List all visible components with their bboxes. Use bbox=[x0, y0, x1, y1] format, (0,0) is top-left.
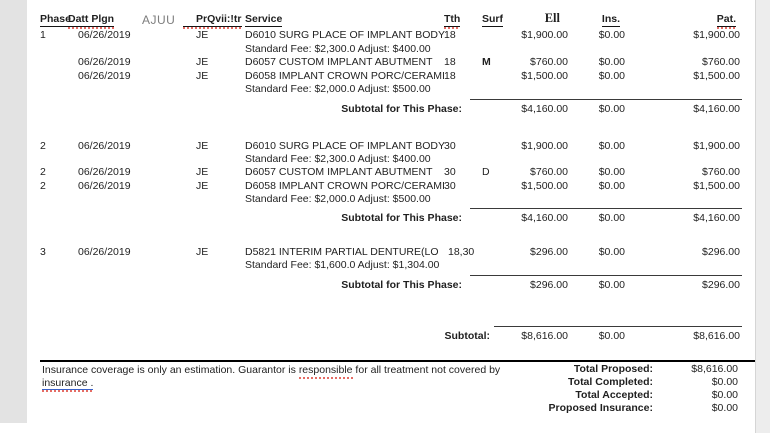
phase-subtotal-rule bbox=[470, 275, 742, 276]
service-cell: D6057 CUSTOM IMPLANT ABUTMENT bbox=[245, 166, 433, 178]
insurance-cell: $0.00 bbox=[598, 180, 625, 192]
standard-fee-note: Standard Fee: $2,300.0 Adjust: $400.00 bbox=[245, 153, 431, 165]
procedure-row[interactable] bbox=[0, 29, 755, 42]
fee-cell: $760.00 bbox=[530, 56, 568, 68]
phase-subtotal-rule bbox=[470, 208, 742, 209]
provider-cell: JE bbox=[196, 70, 209, 82]
insurance-cell: $0.00 bbox=[598, 166, 625, 178]
column-header-provider: PrQvii:!tr bbox=[183, 13, 242, 27]
service-cell: D6058 IMPLANT CROWN PORC/CERAMI bbox=[245, 70, 445, 82]
insurance-cell: $0.00 bbox=[598, 140, 625, 152]
service-cell: D6010 SURG PLACE OF IMPLANT BODY bbox=[245, 140, 445, 152]
tooth-cell: 18 bbox=[444, 29, 456, 41]
misspelled-word: responsible bbox=[298, 364, 353, 376]
patient-cell: $296.00 bbox=[702, 246, 740, 258]
total-completed-value: $0.00 bbox=[711, 376, 738, 388]
right-gutter bbox=[755, 0, 770, 433]
provider-cell: JE bbox=[196, 166, 209, 178]
insurance-cell: $0.00 bbox=[598, 56, 625, 68]
total-accepted-label: Total Accepted: bbox=[575, 389, 653, 401]
tooth-cell: 18 bbox=[444, 56, 456, 68]
provider-cell: JE bbox=[196, 140, 209, 152]
table-header-row bbox=[0, 13, 755, 26]
disclaimer-line-1: Insurance coverage is only an estimation. Guarantor is responsible for all treatment not covered by bbox=[42, 364, 501, 376]
date-cell: 06/26/2019 bbox=[78, 246, 131, 258]
grand-subtotal-row bbox=[0, 330, 755, 343]
patient-cell: $1,900.00 bbox=[693, 140, 740, 152]
total-accepted-value: $0.00 bbox=[711, 389, 738, 401]
fee-cell: $1,900.00 bbox=[521, 29, 568, 41]
date-cell: 06/26/2019 bbox=[78, 56, 131, 68]
phase-cell: 1 bbox=[40, 29, 46, 41]
surface-cell: D bbox=[482, 166, 490, 178]
patient-subtotal: $4,160.00 bbox=[693, 103, 740, 115]
tooth-cell: 18 bbox=[444, 70, 456, 82]
phase-subtotal-row bbox=[0, 103, 755, 116]
fee-subtotal: $296.00 bbox=[530, 279, 568, 291]
phase-subtotal-row bbox=[0, 212, 755, 225]
insurance-link[interactable]: insurance . bbox=[42, 377, 94, 389]
total-proposed-label: Total Proposed: bbox=[573, 363, 653, 375]
surface-cell: M bbox=[482, 56, 491, 68]
total-row bbox=[0, 402, 755, 415]
fee-grand-subtotal: $8,616.00 bbox=[521, 330, 568, 342]
procedure-row[interactable] bbox=[0, 246, 755, 259]
footer-rule bbox=[40, 360, 755, 362]
patient-cell: $1,500.00 bbox=[693, 70, 740, 82]
column-header-extra: AJUU bbox=[142, 13, 176, 27]
procedure-row[interactable] bbox=[0, 166, 755, 179]
patient-cell: $760.00 bbox=[702, 56, 740, 68]
total-row bbox=[0, 376, 755, 389]
standard-fee-note: Standard Fee: $2,000.0 Adjust: $500.00 bbox=[245, 193, 431, 205]
date-cell: 06/26/2019 bbox=[78, 166, 131, 178]
standard-fee-note: Standard Fee: $2,300.0 Adjust: $400.00 bbox=[245, 43, 431, 55]
phase-subtotal-row bbox=[0, 279, 755, 292]
insurance-cell: $0.00 bbox=[598, 70, 625, 82]
insurance-subtotal: $0.00 bbox=[598, 212, 625, 224]
fee-cell: $1,500.00 bbox=[521, 70, 568, 82]
column-header-patient: Pat. bbox=[716, 13, 736, 25]
tooth-cell: 30 bbox=[444, 140, 456, 152]
provider-cell: JE bbox=[196, 56, 209, 68]
phase-cell: 3 bbox=[40, 246, 46, 258]
phase-cell: 2 bbox=[40, 140, 46, 152]
column-header-date: Datt Plgn bbox=[68, 13, 115, 25]
fee-cell: $1,900.00 bbox=[521, 140, 568, 152]
insurance-subtotal: $0.00 bbox=[598, 103, 625, 115]
provider-cell: JE bbox=[196, 29, 209, 41]
total-row bbox=[0, 389, 755, 402]
insurance-subtotal: $0.00 bbox=[598, 279, 625, 291]
date-cell: 06/26/2019 bbox=[78, 180, 131, 192]
column-header-phase: Phase bbox=[40, 13, 71, 25]
service-cell: D5821 INTERIM PARTIAL DENTURE(LO bbox=[245, 246, 439, 258]
phase-cell: 2 bbox=[40, 166, 46, 178]
proposed-insurance-label: Proposed Insurance: bbox=[548, 402, 653, 414]
insurance-cell: $0.00 bbox=[598, 246, 625, 258]
date-cell: 06/26/2019 bbox=[78, 70, 131, 82]
grand-subtotal-rule bbox=[494, 326, 742, 327]
insurance-grand-subtotal: $0.00 bbox=[598, 330, 625, 342]
column-header-service: Service bbox=[245, 13, 283, 25]
total-completed-label: Total Completed: bbox=[568, 376, 653, 388]
provider-cell: JE bbox=[196, 246, 209, 258]
procedure-row[interactable] bbox=[0, 180, 755, 193]
proposed-insurance-value: $0.00 bbox=[711, 402, 738, 414]
fee-cell: $760.00 bbox=[530, 166, 568, 178]
fee-cell: $1,500.00 bbox=[521, 180, 568, 192]
tooth-cell: 18,30 bbox=[448, 246, 475, 258]
patient-cell: $1,900.00 bbox=[693, 29, 740, 41]
total-row bbox=[0, 363, 755, 376]
fee-cell: $296.00 bbox=[530, 246, 568, 258]
patient-cell: $1,500.00 bbox=[693, 180, 740, 192]
phase-subtotal-rule bbox=[470, 99, 742, 100]
procedure-row[interactable] bbox=[0, 70, 755, 83]
column-header-fee: Ell bbox=[544, 11, 560, 25]
grand-subtotal-label: Subtotal: bbox=[444, 330, 490, 342]
phase-subtotal-label: Subtotal for This Phase: bbox=[341, 279, 462, 291]
date-cell: 06/26/2019 bbox=[78, 29, 131, 41]
patient-cell: $760.00 bbox=[702, 166, 740, 178]
service-cell: D6058 IMPLANT CROWN PORC/CERAMI bbox=[245, 180, 445, 192]
fee-subtotal: $4,160.00 bbox=[521, 212, 568, 224]
standard-fee-note: Standard Fee: $1,600.0 Adjust: $1,304.00 bbox=[245, 259, 440, 271]
phase-subtotal-label: Subtotal for This Phase: bbox=[341, 103, 462, 115]
patient-subtotal: $4,160.00 bbox=[693, 212, 740, 224]
patient-subtotal: $296.00 bbox=[702, 279, 740, 291]
tooth-cell: 30 bbox=[444, 166, 456, 178]
service-cell: D6010 SURG PLACE OF IMPLANT BODY bbox=[245, 29, 445, 41]
fee-subtotal: $4,160.00 bbox=[521, 103, 568, 115]
service-cell: D6057 CUSTOM IMPLANT ABUTMENT bbox=[245, 56, 433, 68]
phase-subtotal-label: Subtotal for This Phase: bbox=[341, 212, 462, 224]
column-header-surface: Surf bbox=[482, 13, 503, 25]
column-header-insurance: Ins. bbox=[601, 13, 620, 25]
date-cell: 06/26/2019 bbox=[78, 140, 131, 152]
patient-grand-subtotal: $8,616.00 bbox=[693, 330, 740, 342]
procedure-row[interactable] bbox=[0, 56, 755, 69]
provider-cell: JE bbox=[196, 180, 209, 192]
total-proposed-value: $8,616.00 bbox=[691, 363, 738, 375]
standard-fee-note: Standard Fee: $2,000.0 Adjust: $500.00 bbox=[245, 83, 431, 95]
procedure-row[interactable] bbox=[0, 140, 755, 153]
insurance-cell: $0.00 bbox=[598, 29, 625, 41]
phase-cell: 2 bbox=[40, 180, 46, 192]
tooth-cell: 30 bbox=[444, 180, 456, 192]
column-header-tooth: Tth bbox=[444, 13, 461, 25]
